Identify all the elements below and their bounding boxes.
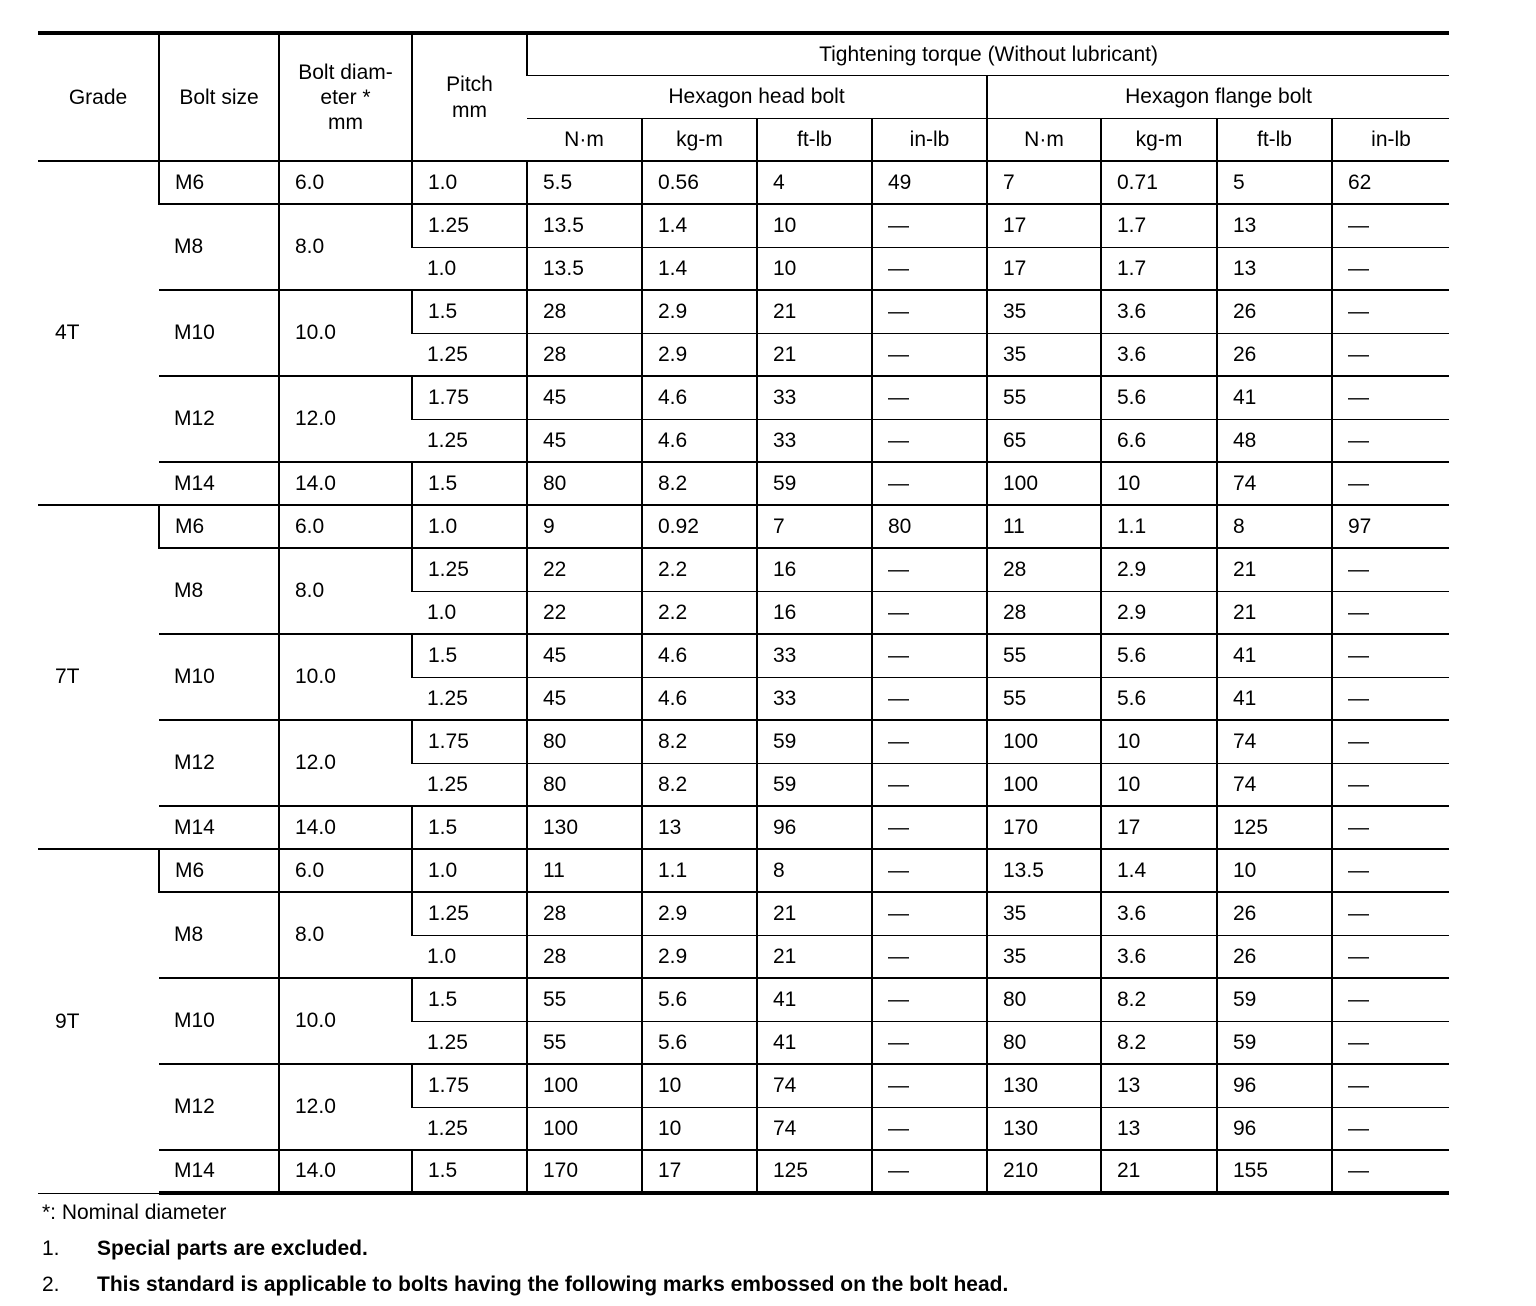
header-bolt-diameter: Bolt diam- eter * mm [279,33,412,161]
torque-value-cell: — [872,462,987,505]
torque-value-cell: 100 [987,763,1101,806]
header-unit: in-lb [1332,118,1449,161]
table-row [38,462,1449,505]
torque-value-cell: 4.6 [642,419,757,462]
torque-value-cell: 10 [1101,720,1217,763]
bolt-diameter-cell: 10.0 [279,634,412,720]
pitch-cell: 1.0 [412,161,527,204]
pitch-cell: 1.0 [412,591,527,634]
torque-value-cell: 1.7 [1101,247,1217,290]
torque-value-cell: — [872,763,987,806]
bolt-diameter-cell: 8.0 [279,548,412,634]
bolt-size-cell: M8 [159,548,279,634]
torque-value-cell: 9 [527,505,642,548]
pitch-cell: 1.25 [412,204,527,247]
torque-value-cell: 33 [757,677,872,720]
bolt-size-cell: M12 [159,376,279,462]
torque-value-cell: 26 [1217,935,1332,978]
torque-value-cell: — [1332,1150,1449,1193]
pitch-cell: 1.25 [412,548,527,591]
torque-value-cell: — [872,591,987,634]
torque-value-cell: — [1332,892,1449,935]
pitch-cell: 1.25 [412,333,527,376]
bolt-diameter-cell: 10.0 [279,290,412,376]
note-item [42,1269,1442,1305]
torque-value-cell: 96 [1217,1064,1332,1107]
torque-value-cell: 62 [1332,161,1449,204]
pitch-cell: 1.5 [412,978,527,1021]
torque-value-cell: — [1332,247,1449,290]
grade-cell: 4T [38,161,159,505]
torque-value-cell: — [872,892,987,935]
torque-value-cell: 74 [757,1064,872,1107]
table-row [38,376,1449,419]
torque-value-cell: — [1332,333,1449,376]
torque-value-cell: — [872,978,987,1021]
pitch-cell: 1.0 [412,935,527,978]
bolt-diameter-cell: 12.0 [279,1064,412,1150]
torque-value-cell: 17 [1101,806,1217,849]
note-number: 2. [42,1273,60,1296]
asterisk-note: *: Nominal diameter [42,1201,227,1224]
torque-value-cell: 96 [757,806,872,849]
torque-value-cell: 4.6 [642,376,757,419]
torque-value-cell: 13.5 [527,247,642,290]
torque-value-cell: 4.6 [642,634,757,677]
torque-value-cell: 2.9 [1101,548,1217,591]
torque-value-cell: — [1332,591,1449,634]
torque-value-cell: 10 [1101,763,1217,806]
torque-value-cell: 28 [987,591,1101,634]
torque-value-cell: 10 [757,247,872,290]
torque-value-cell: — [872,720,987,763]
torque-value-cell: 45 [527,634,642,677]
table-body [38,161,1449,1193]
torque-value-cell: 28 [527,892,642,935]
torque-value-cell: 125 [757,1150,872,1193]
torque-value-cell: 96 [1217,1107,1332,1150]
header-hexagon-flange-bolt: Hexagon flange bolt [987,75,1449,118]
torque-value-cell: 35 [987,892,1101,935]
torque-value-cell: 59 [1217,1021,1332,1064]
pitch-cell: 1.25 [412,763,527,806]
torque-value-cell: 11 [527,849,642,892]
torque-value-cell: 49 [872,161,987,204]
torque-value-cell: 17 [987,247,1101,290]
notes [42,1197,1442,1305]
torque-value-cell: 2.9 [642,892,757,935]
bolt-size-cell: M10 [159,290,279,376]
torque-value-cell: 74 [1217,462,1332,505]
torque-value-cell: 13 [642,806,757,849]
header-bolt-size: Bolt size [159,33,279,161]
pitch-cell: 1.5 [412,290,527,333]
torque-value-cell: 100 [987,720,1101,763]
torque-value-cell: — [1332,290,1449,333]
torque-value-cell: 41 [757,978,872,1021]
torque-value-cell: 11 [987,505,1101,548]
torque-value-cell: 8.2 [1101,978,1217,1021]
torque-value-cell: 5.6 [1101,677,1217,720]
torque-value-cell: 2.9 [642,935,757,978]
torque-value-cell: — [1332,677,1449,720]
torque-value-cell: — [872,419,987,462]
torque-value-cell: 21 [757,333,872,376]
torque-value-cell: 0.56 [642,161,757,204]
torque-value-cell: 0.71 [1101,161,1217,204]
torque-value-cell: 13 [1217,247,1332,290]
torque-value-cell: 13 [1217,204,1332,247]
torque-value-cell: — [1332,720,1449,763]
torque-value-cell: — [1332,849,1449,892]
torque-value-cell: 41 [1217,677,1332,720]
torque-value-cell: 3.6 [1101,935,1217,978]
torque-value-cell: — [872,806,987,849]
torque-value-cell: 26 [1217,333,1332,376]
header-unit: N·m [987,118,1101,161]
pitch-cell: 1.5 [412,806,527,849]
torque-value-cell: 65 [987,419,1101,462]
torque-value-cell: 5.6 [1101,634,1217,677]
torque-value-cell: 3.6 [1101,892,1217,935]
torque-value-cell: 8.2 [642,720,757,763]
torque-value-cell: 10 [642,1064,757,1107]
header-unit: ft-lb [1217,118,1332,161]
torque-value-cell: — [1332,419,1449,462]
torque-value-cell: 55 [527,1021,642,1064]
torque-value-cell: 2.9 [642,333,757,376]
pitch-cell: 1.5 [412,462,527,505]
torque-value-cell: 45 [527,419,642,462]
torque-value-cell: 210 [987,1150,1101,1193]
torque-value-cell: 4.6 [642,677,757,720]
torque-table [38,31,1449,1195]
torque-value-cell: 74 [1217,763,1332,806]
torque-value-cell: 5.6 [1101,376,1217,419]
torque-value-cell: 125 [1217,806,1332,849]
note-text: This standard is applicable to bolts having the following marks embossed on the bolt head. [97,1273,1009,1296]
torque-value-cell: 17 [987,204,1101,247]
torque-value-cell: 4 [757,161,872,204]
torque-value-cell: 13.5 [987,849,1101,892]
torque-value-cell: 41 [757,1021,872,1064]
torque-value-cell: 7 [757,505,872,548]
bolt-diameter-cell: 14.0 [279,806,412,849]
table-row [38,849,1449,892]
torque-value-cell: 22 [527,548,642,591]
torque-value-cell: 41 [1217,634,1332,677]
torque-value-cell: — [872,935,987,978]
torque-value-cell: — [872,1107,987,1150]
table-row [38,548,1449,591]
torque-value-cell: 100 [987,462,1101,505]
torque-value-cell: 28 [987,548,1101,591]
torque-value-cell: 59 [757,720,872,763]
table-row [38,634,1449,677]
torque-value-cell: 35 [987,290,1101,333]
bolt-size-cell: M12 [159,1064,279,1150]
table-row [38,204,1449,247]
torque-value-cell: — [872,333,987,376]
torque-value-cell: — [872,204,987,247]
torque-value-cell: — [1332,1064,1449,1107]
bolt-diameter-cell: 10.0 [279,978,412,1064]
header-unit: ft-lb [757,118,872,161]
table-row [38,1150,1449,1193]
header-grade: Grade [38,33,159,161]
torque-value-cell: 170 [527,1150,642,1193]
torque-value-cell: 10 [642,1107,757,1150]
pitch-cell: 1.0 [412,247,527,290]
torque-value-cell: 21 [757,290,872,333]
torque-value-cell: 33 [757,376,872,419]
torque-value-cell: — [1332,763,1449,806]
torque-value-cell: 130 [527,806,642,849]
torque-value-cell: — [872,849,987,892]
torque-value-cell: 5 [1217,161,1332,204]
header-tightening-torque: Tightening torque (Without lubricant) [527,33,1449,75]
torque-value-cell: 22 [527,591,642,634]
torque-value-cell: 55 [987,376,1101,419]
torque-value-cell: 1.4 [642,204,757,247]
note-number: 1. [42,1237,60,1260]
torque-value-cell: 80 [987,1021,1101,1064]
torque-value-cell: — [1332,1021,1449,1064]
bolt-diameter-cell: 12.0 [279,376,412,462]
torque-value-cell: 55 [987,677,1101,720]
torque-value-cell: 100 [527,1064,642,1107]
torque-value-cell: 130 [987,1064,1101,1107]
torque-value-cell: 21 [757,935,872,978]
torque-value-cell: 28 [527,333,642,376]
bolt-size-cell: M8 [159,892,279,978]
torque-value-cell: — [872,1021,987,1064]
torque-value-cell: — [1332,462,1449,505]
torque-value-cell: — [872,1064,987,1107]
torque-value-cell: 59 [757,462,872,505]
torque-value-cell: 1.4 [1101,849,1217,892]
bolt-size-cell: M14 [159,1150,279,1193]
torque-value-cell: 55 [987,634,1101,677]
torque-value-cell: 5.6 [642,978,757,1021]
torque-value-cell: 26 [1217,892,1332,935]
table-row [38,806,1449,849]
pitch-cell: 1.25 [412,677,527,720]
table-row [38,978,1449,1021]
torque-value-cell: 1.1 [1101,505,1217,548]
torque-value-cell: 35 [987,935,1101,978]
torque-value-cell: 21 [1101,1150,1217,1193]
pitch-cell: 1.25 [412,419,527,462]
torque-value-cell: 10 [757,204,872,247]
table-row [38,161,1449,204]
torque-value-cell: 2.9 [1101,591,1217,634]
torque-value-cell: 0.92 [642,505,757,548]
header-hexagon-head-bolt: Hexagon head bolt [527,75,987,118]
torque-value-cell: — [872,290,987,333]
torque-value-cell: 8 [1217,505,1332,548]
torque-value-cell: — [1332,978,1449,1021]
pitch-cell: 1.0 [412,849,527,892]
torque-value-cell: — [1332,376,1449,419]
torque-value-cell: 16 [757,591,872,634]
note-item [42,1233,1442,1269]
torque-value-cell: 10 [1101,462,1217,505]
torque-value-cell: 3.6 [1101,290,1217,333]
torque-value-cell: 33 [757,634,872,677]
torque-value-cell: 130 [987,1107,1101,1150]
torque-value-cell: 48 [1217,419,1332,462]
torque-value-cell: 3.6 [1101,333,1217,376]
torque-value-cell: 21 [1217,591,1332,634]
notes-list [42,1233,1442,1305]
torque-value-cell: 2.2 [642,548,757,591]
torque-value-cell: 80 [987,978,1101,1021]
bolt-diameter-cell: 8.0 [279,892,412,978]
torque-value-cell: — [1332,634,1449,677]
bolt-diameter-cell: 6.0 [279,505,412,548]
bolt-diameter-cell: 8.0 [279,204,412,290]
torque-value-cell: 170 [987,806,1101,849]
torque-value-cell: 28 [527,935,642,978]
torque-value-cell: 8.2 [642,462,757,505]
torque-value-cell: 80 [527,462,642,505]
torque-value-cell: 2.9 [642,290,757,333]
torque-value-cell: — [1332,935,1449,978]
torque-value-cell: 80 [527,720,642,763]
torque-value-cell: 13.5 [527,204,642,247]
note-text: Special parts are excluded. [97,1237,368,1260]
bolt-size-cell: M12 [159,720,279,806]
bolt-size-cell: M6 [159,161,279,204]
pitch-cell: 1.5 [412,634,527,677]
torque-value-cell: 100 [527,1107,642,1150]
torque-value-cell: 10 [1217,849,1332,892]
torque-value-cell: 55 [527,978,642,1021]
torque-value-cell: — [872,376,987,419]
pitch-cell: 1.25 [412,1021,527,1064]
torque-value-cell: 59 [1217,978,1332,1021]
bolt-size-cell: M10 [159,978,279,1064]
table-row [38,290,1449,333]
bolt-size-cell: M6 [159,849,279,892]
torque-value-cell: 155 [1217,1150,1332,1193]
torque-value-cell: 97 [1332,505,1449,548]
header-unit: kg-m [642,118,757,161]
torque-value-cell: — [1332,548,1449,591]
torque-value-cell: 7 [987,161,1101,204]
torque-value-cell: 74 [757,1107,872,1150]
pitch-cell: 1.75 [412,720,527,763]
header-unit: in-lb [872,118,987,161]
torque-value-cell: — [872,1150,987,1193]
bolt-size-cell: M14 [159,462,279,505]
pitch-cell: 1.5 [412,1150,527,1193]
pitch-cell: 1.0 [412,505,527,548]
header-unit: N·m [527,118,642,161]
torque-value-cell: 41 [1217,376,1332,419]
torque-value-cell: 33 [757,419,872,462]
torque-value-cell: 80 [527,763,642,806]
bolt-size-cell: M10 [159,634,279,720]
torque-value-cell: 59 [757,763,872,806]
torque-value-cell: — [872,247,987,290]
header-pitch: Pitch mm [412,33,527,161]
torque-value-cell: 8.2 [642,763,757,806]
torque-value-cell: 28 [527,290,642,333]
torque-value-cell: 80 [872,505,987,548]
torque-value-cell: — [872,548,987,591]
torque-value-cell: 1.1 [642,849,757,892]
pitch-cell: 1.25 [412,1107,527,1150]
torque-value-cell: 45 [527,376,642,419]
pitch-cell: 1.75 [412,376,527,419]
torque-value-cell: — [1332,806,1449,849]
torque-value-cell: — [872,677,987,720]
torque-value-cell: 74 [1217,720,1332,763]
table-row [38,1064,1449,1107]
pitch-cell: 1.75 [412,1064,527,1107]
bolt-diameter-cell: 14.0 [279,462,412,505]
torque-value-cell: 21 [757,892,872,935]
torque-value-cell: — [1332,204,1449,247]
torque-value-cell: 2.2 [642,591,757,634]
torque-value-cell: 21 [1217,548,1332,591]
grade-cell: 7T [38,505,159,849]
table-row [38,720,1449,763]
torque-value-cell: 8 [757,849,872,892]
pitch-cell: 1.25 [412,892,527,935]
torque-value-cell: 1.4 [642,247,757,290]
bolt-diameter-cell: 14.0 [279,1150,412,1193]
torque-value-cell: 6.6 [1101,419,1217,462]
table-row [38,505,1449,548]
bolt-size-cell: M14 [159,806,279,849]
header-unit: kg-m [1101,118,1217,161]
bolt-diameter-cell: 12.0 [279,720,412,806]
torque-value-cell: 13 [1101,1107,1217,1150]
bolt-size-cell: M6 [159,505,279,548]
torque-value-cell: — [872,634,987,677]
bolt-diameter-cell: 6.0 [279,849,412,892]
bolt-size-cell: M8 [159,204,279,290]
torque-value-cell: 5.6 [642,1021,757,1064]
torque-value-cell: 5.5 [527,161,642,204]
torque-value-cell: 35 [987,333,1101,376]
bolt-diameter-cell: 6.0 [279,161,412,204]
table-row [38,892,1449,935]
torque-value-cell: — [1332,1107,1449,1150]
torque-value-cell: 16 [757,548,872,591]
grade-cell: 9T [38,849,159,1193]
torque-value-cell: 8.2 [1101,1021,1217,1064]
torque-value-cell: 26 [1217,290,1332,333]
torque-value-cell: 1.7 [1101,204,1217,247]
torque-value-cell: 17 [642,1150,757,1193]
torque-value-cell: 13 [1101,1064,1217,1107]
torque-value-cell: 45 [527,677,642,720]
